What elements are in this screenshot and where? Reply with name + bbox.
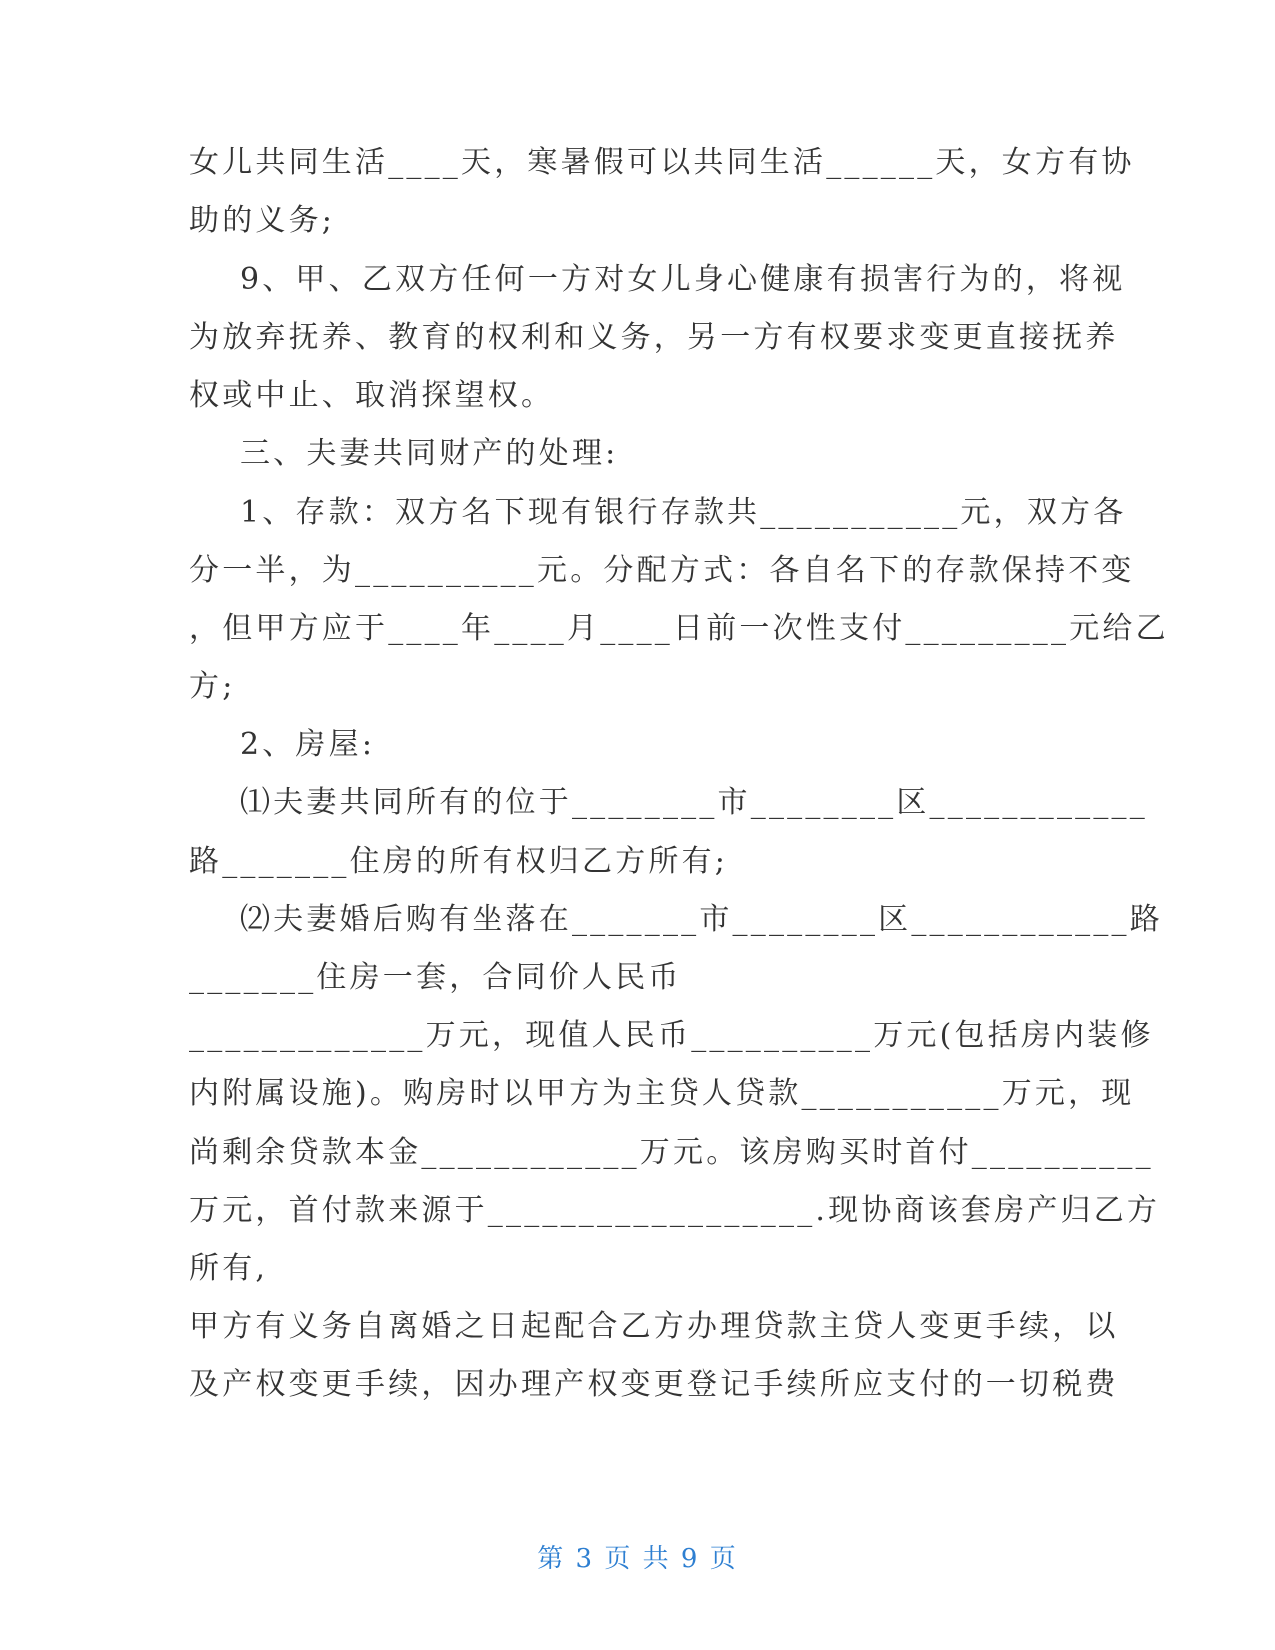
text-line: 为放弃抚养、教育的权利和义务，另一方有权要求变更直接抚养 (189, 320, 1119, 355)
text-line: ⑵夫妻婚后购有坐落在_______市________区____________路 (189, 902, 1163, 937)
text-line: 尚剩余贷款本金____________万元。该房购买时首付__________ (189, 1135, 1154, 1170)
text-line: 方; (189, 669, 236, 704)
text-line: 及产权变更手续，因办理产权变更登记手续所应支付的一切税费 (189, 1367, 1119, 1402)
text-line: 1、存款：双方名下现有银行存款共___________元，双方各 (189, 495, 1127, 530)
text-line: 万元，首付款来源于__________________.现协商该套房产归乙方 (189, 1193, 1161, 1228)
text-line: 权或中止、取消探望权。 (189, 378, 555, 413)
text-line: 甲方有义务自离婚之日起配合乙方办理贷款主贷人变更手续，以 (189, 1309, 1119, 1344)
text-line: 路_______住房的所有权归乙方所有; (189, 844, 729, 879)
page-number-footer: 第 3 页 共 9 页 (537, 1544, 738, 1574)
text-line: 女儿共同生活____天，寒暑假可以共同生活______天，女方有协 (189, 145, 1135, 180)
text-line: 内附属设施)。购房时以甲方为主贷人贷款___________万元，现 (189, 1076, 1135, 1111)
section-heading: 三、夫妻共同财产的处理: (189, 436, 619, 471)
text-line: 助的义务; (189, 203, 336, 238)
text-line: _______住房一套，合同价人民币 (189, 960, 682, 995)
text-line: ，但甲方应于____年____月____日前一次性支付_________元给乙 (189, 611, 1169, 646)
text-line: 所有, (189, 1251, 269, 1286)
text-line: ⑴夫妻共同所有的位于________市________区____________ (189, 785, 1148, 820)
text-line: _____________万元，现值人民币__________万元(包括房内装修 (189, 1018, 1154, 1053)
text-line: 2、房屋: (189, 727, 376, 762)
text-line: 9、甲、乙双方任何一方对女儿身心健康有损害行为的，将视 (189, 262, 1126, 297)
text-line: 分一半，为__________元。分配方式：各自名下的存款保持不变 (189, 553, 1135, 588)
